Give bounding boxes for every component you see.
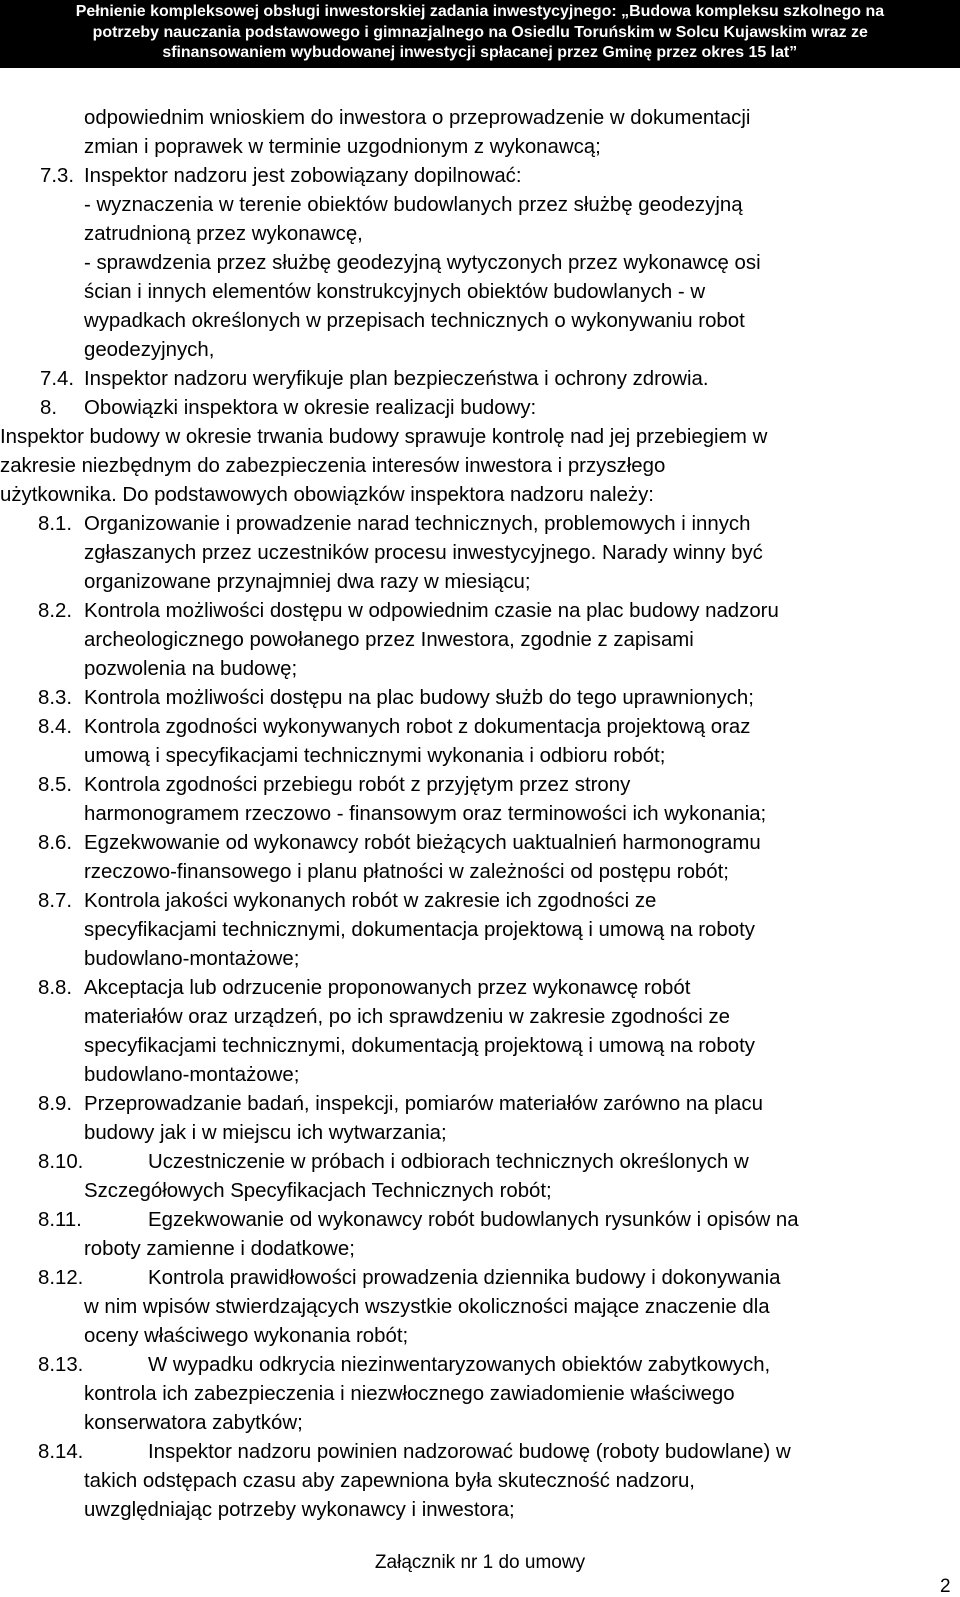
text-line (0, 742, 960, 771)
text-line (0, 916, 960, 945)
item-text: - wyznaczenia w terenie obiektów budowlanych przez służbę geodezyjną (84, 194, 743, 216)
text-line (0, 1235, 960, 1264)
item-text: zatrudnioną przez wykonawcę, (84, 223, 363, 245)
item-text: Uczestniczenie w próbach i odbiorach technicznych określonych w (148, 1151, 749, 1173)
item-text: oceny właściwego wykonania robót; (84, 1325, 409, 1347)
text-line (0, 1148, 960, 1177)
item-text: Egzekwowanie od wykonawcy robót budowlanych rysunków i opisów na (148, 1209, 799, 1231)
text-line (0, 1438, 960, 1467)
item-text: kontrola ich zabezpieczenia i niezwłocznego zawiadomienie właściwego (84, 1383, 735, 1405)
item-text: harmonogramem rzeczowo - finansowym oraz terminowości ich wykonania; (84, 803, 767, 825)
text-line (0, 771, 960, 800)
page-number: 2 (940, 1576, 951, 1597)
item-number: 8.9. (38, 1093, 73, 1115)
item-number: 8.13. (38, 1354, 84, 1376)
item-text: specyfikacjami technicznymi, dokumentacją projektową i umową na roboty (84, 1035, 755, 1057)
header-line-1: Pełnienie kompleksowej obsługi inwestorskiej zadania inwestycyjnego: „Budowa kompleksu szkolnego na (75, 3, 885, 20)
item-number: 8.11. (38, 1209, 82, 1231)
text-line (0, 104, 960, 133)
item-number: 7.4. (40, 368, 75, 390)
text-line (0, 133, 960, 162)
text-line (0, 887, 960, 916)
text-line (0, 539, 960, 568)
text-line (0, 278, 960, 307)
item-number: 8.7. (38, 890, 73, 912)
text-line (0, 974, 960, 1003)
item-number: 8.12. (38, 1267, 84, 1289)
text-line (0, 1003, 960, 1032)
item-text: Obowiązki inspektora w okresie realizacji budowy: (84, 397, 537, 419)
text-line (0, 1206, 960, 1235)
text-line (0, 597, 960, 626)
item-text: Akceptacja lub odrzucenie proponowanych przez wykonawcę robót (84, 977, 691, 999)
item-number: 8.4. (38, 716, 73, 738)
item-text: w nim wpisów stwierdzających wszystkie okoliczności mające znaczenie dla (84, 1296, 770, 1318)
text-line (0, 858, 960, 887)
item-text: Kontrola jakości wykonanych robót w zakresie ich zgodności ze (84, 890, 657, 912)
item-text: Egzekwowanie od wykonawcy robót bieżących uaktualnień harmonogramu (84, 832, 761, 854)
item-number: 8.1. (38, 513, 73, 535)
item-number: 8.2. (38, 600, 73, 622)
item-text: Inspektor nadzoru weryfikuje plan bezpieczeństwa i ochrony zdrowia. (84, 368, 709, 390)
text-line (0, 1322, 960, 1351)
text-line (0, 423, 960, 452)
item-text: geodezyjnych, (84, 339, 215, 361)
item-text: archeologicznego powołanego przez Inwestora, zgodnie z zapisami (84, 629, 694, 651)
text-line (0, 394, 960, 423)
header-line-3: sfinansowaniem wybudowanej inwestycji spłacanej przez Gminę przez okres 15 lat” (162, 44, 798, 61)
footer-text: Załącznik nr 1 do umowy (374, 1552, 586, 1573)
text-line (0, 1467, 960, 1496)
item-text: takich odstępach czasu aby zapewniona była skuteczność nadzoru, (84, 1470, 695, 1492)
item-text: umową i specyfikacjami technicznymi wykonania i odbioru robót; (84, 745, 666, 767)
item-text: odpowiednim wnioskiem do inwestora o przeprowadzenie w dokumentacji (84, 107, 751, 129)
item-text: - sprawdzenia przez służbę geodezyjną wytyczonych przez wykonawcę osi (84, 252, 761, 274)
text-line (0, 191, 960, 220)
item-text: uwzględniając potrzeby wykonawcy i inwestora; (84, 1499, 515, 1521)
text-line (0, 713, 960, 742)
item-text: zakresie niezbędnym do zabezpieczenia interesów inwestora i przyszłego (0, 455, 666, 477)
text-line (0, 655, 960, 684)
text-line (0, 1293, 960, 1322)
item-text: roboty zamienne i dodatkowe; (84, 1238, 355, 1260)
item-number: 8. (40, 397, 58, 419)
item-number: 8.5. (38, 774, 73, 796)
item-text: W wypadku odkrycia niezinwentaryzowanych obiektów zabytkowych, (148, 1354, 771, 1376)
item-text: budowy jak i w miejscu ich wytwarzania; (84, 1122, 447, 1144)
document-header (0, 0, 960, 68)
text-line (0, 1119, 960, 1148)
text-line (0, 1177, 960, 1206)
text-line (0, 1409, 960, 1438)
item-text: materiałów oraz urządzeń, po ich sprawdzeniu w zakresie zgodności ze (84, 1006, 731, 1028)
text-line (0, 307, 960, 336)
text-line (0, 249, 960, 278)
item-text: Przeprowadzanie badań, inspekcji, pomiarów materiałów zarówno na placu (84, 1093, 763, 1115)
text-line (0, 452, 960, 481)
item-text: Inspektor budowy w okresie trwania budowy sprawuje kontrolę nad jej przebiegiem w (0, 426, 768, 448)
item-text: Organizowanie i prowadzenie narad technicznych, problemowych i innych (84, 513, 751, 535)
text-line (0, 1264, 960, 1293)
item-text: Kontrola zgodności wykonywanych robot z dokumentacja projektową oraz (84, 716, 751, 738)
text-line (0, 1032, 960, 1061)
item-number: 8.6. (38, 832, 73, 854)
text-line (0, 1351, 960, 1380)
text-line (0, 1496, 960, 1525)
item-text: organizowane przynajmniej dwa razy w miesiącu; (84, 571, 531, 593)
text-line (0, 1380, 960, 1409)
text-line (0, 336, 960, 365)
item-text: wypadkach określonych w przepisach technicznych o wykonywaniu robot (84, 310, 745, 332)
document-body (0, 104, 960, 1525)
item-text: rzeczowo-finansowego i planu płatności w zależności od postępu robót; (84, 861, 729, 883)
item-text: budowlano-montażowe; (84, 948, 300, 970)
item-text: ścian i innych elementów konstrukcyjnych obiektów budowlanych - w (84, 281, 706, 303)
text-line (0, 800, 960, 829)
item-text: pozwolenia na budowę; (84, 658, 298, 680)
item-number: 8.8. (38, 977, 73, 999)
item-text: Szczegółowych Specyfikacjach Technicznych robót; (84, 1180, 552, 1202)
item-number: 8.3. (38, 687, 73, 709)
text-line (0, 684, 960, 713)
item-number: 8.14. (38, 1441, 84, 1463)
item-text: użytkownika. Do podstawowych obowiązków inspektora nadzoru należy: (0, 484, 654, 506)
header-line-2: potrzeby nauczania podstawowego i gimnazjalnego na Osiedlu Toruńskim w Solcu Kujawskim wraz ze (92, 23, 868, 41)
item-text: zmian i poprawek w terminie uzgodnionym z wykonawcą; (84, 136, 601, 158)
item-text: zgłaszanych przez uczestników procesu inwestycyjnego. Narady winny być (84, 542, 763, 564)
item-text: Inspektor nadzoru jest zobowiązany dopilnować: (84, 165, 522, 187)
item-number: 7.3. (40, 165, 75, 187)
text-line (0, 162, 960, 191)
item-text: budowlano-montażowe; (84, 1064, 300, 1086)
item-text: specyfikacjami technicznymi, dokumentacja projektową i umową na roboty (84, 919, 755, 941)
text-line (0, 510, 960, 539)
text-line (0, 365, 960, 394)
text-line (0, 481, 960, 510)
item-text: Kontrola zgodności przebiegu robót z przyjętym przez strony (84, 774, 631, 796)
text-line (0, 945, 960, 974)
text-line (0, 568, 960, 597)
text-line (0, 1061, 960, 1090)
item-text: Kontrola możliwości dostępu w odpowiednim czasie na plac budowy nadzoru (84, 600, 779, 622)
text-line (0, 220, 960, 249)
item-number: 8.10. (38, 1151, 84, 1173)
item-text: Kontrola możliwości dostępu na plac budowy służb do tego uprawnionych; (84, 687, 754, 709)
text-line (0, 1090, 960, 1119)
item-text: Kontrola prawidłowości prowadzenia dziennika budowy i dokonywania (148, 1267, 781, 1289)
text-line (0, 626, 960, 655)
text-line (0, 829, 960, 858)
item-text: Inspektor nadzoru powinien nadzorować budowę (roboty budowlane) w (148, 1441, 791, 1463)
item-text: konserwatora zabytków; (84, 1412, 303, 1434)
